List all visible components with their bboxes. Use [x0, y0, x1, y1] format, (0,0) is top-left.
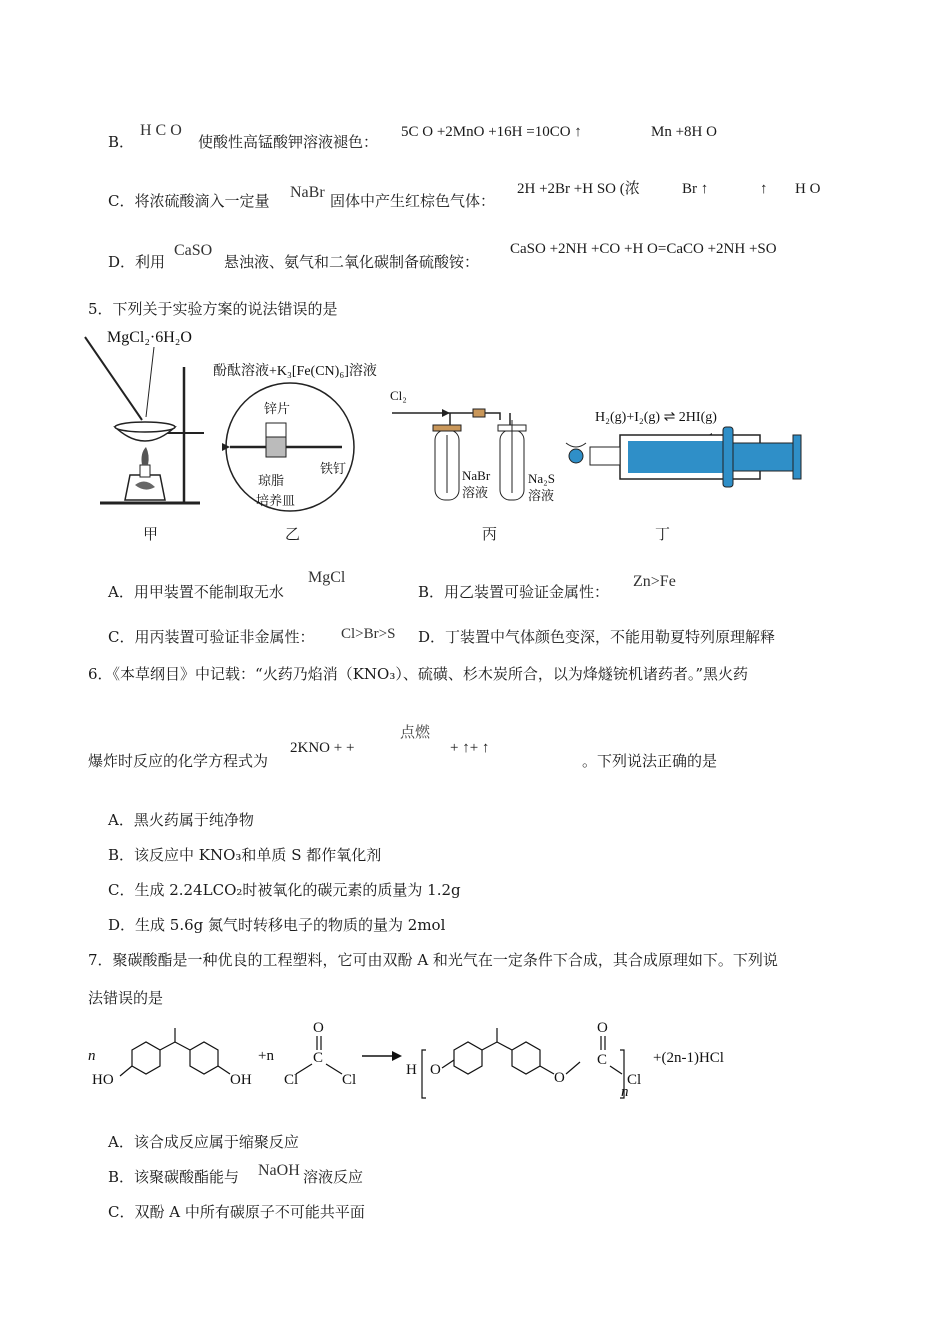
scheme-cl-left: Cl [284, 1072, 299, 1088]
q5-caption-ding: 丁 [655, 525, 671, 543]
apparatus-bing [390, 388, 555, 503]
apparatus-jia [85, 329, 204, 503]
q4-option-c-equation-part4: H O [795, 181, 821, 197]
q5-option-a: A．用甲装置不能制取无水 [108, 583, 284, 601]
q4-option-b-label: B． [108, 133, 135, 151]
q4-option-c-formula: NaBr [290, 184, 325, 201]
scheme-cl-right: Cl [342, 1072, 357, 1088]
apparatus-yi [213, 362, 377, 511]
q6-equation-left: 2KNO + + [290, 740, 355, 756]
q6-line2-post: 。下列说法正确的是 [582, 752, 718, 770]
scheme-plus-n: +n [258, 1048, 274, 1064]
scheme-n2: n [621, 1084, 629, 1100]
bing-na2s-label: Na₂S [528, 471, 555, 486]
q5-apparatus-figure [80, 325, 880, 525]
q7-option-a: A．该合成反应属于缩聚反应 [108, 1133, 299, 1151]
q6-option-d: D．生成 5.6g 氮气时转移电子的物质的量为 2mol [108, 916, 446, 934]
scheme-n1: n [88, 1048, 96, 1064]
q5-option-d: D．丁装置中气体颜色变深，不能用勒夏特列原理解释 [418, 628, 776, 646]
bing-nabr-label: NaBr [462, 468, 491, 483]
ding-equation: H₂(g)+I₂(g) ⇌ 2HI(g) [595, 410, 717, 425]
q4-option-c-equation-part3: ↑ [760, 181, 768, 197]
q5-caption-jia: 甲 [143, 525, 159, 543]
q4-option-d-equation: CaSO +2NH +CO +H O=CaCO +2NH +SO [510, 241, 777, 257]
scheme-cl-end: Cl [627, 1072, 642, 1088]
q4-option-c-equation-part1: 2H +2Br +H SO (浓 [517, 181, 640, 197]
q6-option-a: A．黑火药属于纯净物 [108, 811, 254, 829]
scheme-o-top: O [313, 1020, 324, 1036]
q4-option-c-text: 固体中产生红棕色气体： [330, 192, 496, 210]
apparatus-ding [566, 410, 801, 487]
scheme-ho-left: HO [92, 1072, 114, 1088]
yi-title: 酚酞溶液+K₃[Fe(CN)₆]溶液 [213, 364, 377, 379]
scheme-h: H [406, 1062, 417, 1078]
jia-label: MgCl₂·6H₂O [107, 329, 192, 346]
q5-option-b: B．用乙装置可验证金属性： [418, 583, 610, 601]
q7-option-c: C．双酚 A 中所有碳原子不可能共平面 [108, 1203, 365, 1221]
q6-option-c: C．生成 2.24LCO₂时被氧化的碳元素的质量为 1.2g [108, 881, 461, 899]
scheme-o1: O [430, 1062, 441, 1078]
q6-equation-right: + ↑+ ↑ [450, 740, 490, 756]
q6-stem: 6．《本草纲目》中记载：“火药乃焰消（KNO₃）、硫磺、杉木炭所合，以为烽燧铳机诸药者。”黑火药 [88, 665, 749, 683]
q6-line2-pre: 爆炸时反应的化学方程式为 [88, 752, 269, 770]
q4-option-d-label: D．利用 [108, 253, 166, 271]
q5-caption-yi: 乙 [285, 525, 301, 543]
q7-option-b-pre: B．该聚碳酸酯能与 [108, 1168, 240, 1186]
yi-dish-label: 培养皿 [256, 493, 296, 508]
scheme-c: C [313, 1050, 324, 1066]
scheme-c2: C [597, 1052, 608, 1068]
scheme-byproduct: +(2n-1)HCl [653, 1050, 724, 1066]
yi-agar-label: 琼脂 [258, 473, 285, 488]
q4-option-b-text: 使酸性高锰酸钾溶液褪色： [198, 133, 379, 151]
q6-equation-condition: 点燃 [400, 725, 431, 741]
q7-option-b-post: 溶液反应 [303, 1168, 364, 1186]
q7-option-b-formula: NaOH [258, 1162, 300, 1179]
yi-zinc-label: 锌片 [264, 401, 291, 416]
q4-option-d-formula: CaSO [174, 242, 213, 259]
q5-caption-bing: 丙 [482, 525, 498, 543]
q5-option-a-formula: MgCl [308, 569, 346, 586]
q4-option-c-label: C．将浓硫酸滴入一定量 [108, 192, 270, 210]
bing-cl2-label: Cl₂ [390, 388, 407, 403]
q5-option-c-formula: Cl>Br>S [341, 626, 396, 642]
yi-nail-label: 铁钉 [320, 461, 347, 476]
q6-option-b: B．该反应中 KNO₃和单质 S 都作氧化剂 [108, 846, 382, 864]
q4-option-b-formula: H C O [140, 122, 182, 139]
q4-option-c-equation-part2: Br ↑ [682, 181, 709, 197]
q4-option-b-equation-part2: Mn +8H O [651, 124, 717, 140]
scheme-o2: O [554, 1070, 565, 1086]
q4-option-b-equation-part1: 5C O +2MnO +16H =10CO ↑ [401, 124, 582, 140]
q7-reaction-scheme [80, 1010, 780, 1110]
q7-stem-line2: 法错误的是 [88, 989, 164, 1007]
q5-stem: 5．下列关于实验方案的说法错误的是 [88, 300, 338, 318]
bing-na2s-sol: 溶液 [528, 488, 555, 503]
q5-option-c: C．用丙装置可验证非金属性： [108, 628, 315, 646]
q5-option-b-formula: Zn>Fe [633, 573, 676, 590]
q4-option-d-text: 悬浊液、氨气和二氧化碳制备硫酸铵： [224, 253, 480, 271]
scheme-oh-right: OH [230, 1072, 252, 1088]
scheme-o3: O [597, 1020, 608, 1036]
bing-nabr-sol: 溶液 [462, 485, 489, 500]
q7-stem-line1: 7．聚碳酸酯是一种优良的工程塑料，它可由双酚 A 和光气在一定条件下合成，其合成原理如下。下列说 [88, 951, 778, 969]
